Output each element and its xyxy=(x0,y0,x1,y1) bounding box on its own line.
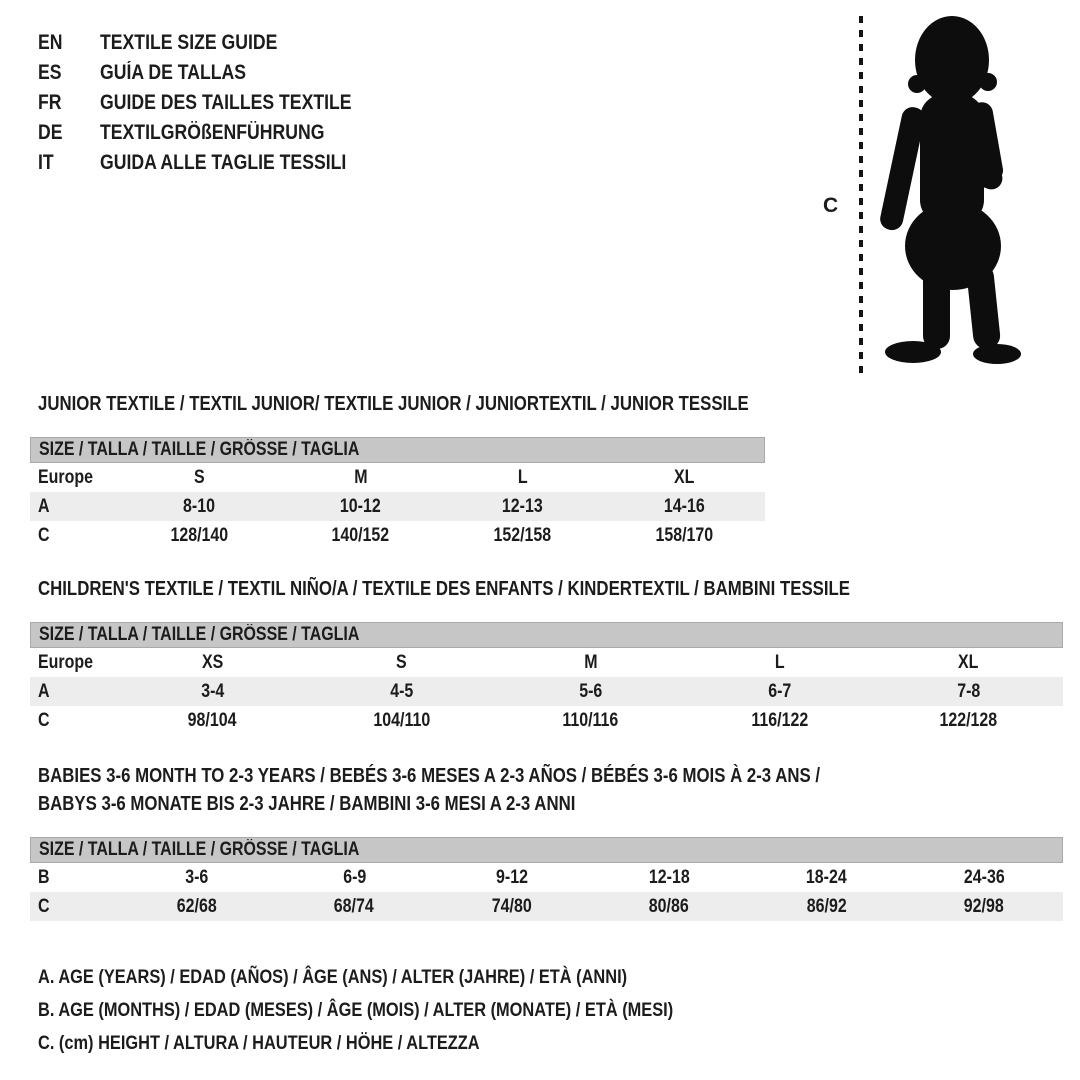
size-cell-text: 8-10 xyxy=(182,495,215,517)
row-label-text: C xyxy=(38,524,50,546)
size-cell-text: 98/104 xyxy=(188,709,237,731)
table-row xyxy=(30,463,765,492)
section-title-text: JUNIOR TEXTILE / TEXTIL JUNIOR/ TEXTILE JUNIOR / JUNIORTEXTIL / JUNIOR TESSILE xyxy=(38,393,749,415)
size-cell-text: 62/68 xyxy=(176,895,217,917)
language-list xyxy=(38,28,399,178)
size-cell-text: 14-16 xyxy=(663,495,705,517)
size-cell-text: S xyxy=(396,651,407,673)
size-cell xyxy=(118,652,307,674)
row-label xyxy=(30,467,118,489)
size-cell-text: 18-24 xyxy=(806,866,848,888)
language-code xyxy=(38,121,100,145)
size-table xyxy=(30,837,1063,921)
language-title-text: TEXTILE SIZE GUIDE xyxy=(100,31,278,54)
row-label-text: Europe xyxy=(38,466,93,488)
size-cell-text: 104/110 xyxy=(373,709,430,731)
language-code-text: IT xyxy=(38,151,54,174)
size-cell xyxy=(906,867,1064,889)
size-cell-text: 92/98 xyxy=(964,895,1005,917)
size-cell-text: 12-13 xyxy=(501,495,543,517)
section-childrens-textile xyxy=(30,575,1063,735)
language-title-text: TEXTILGRÖßENFÜHRUNG xyxy=(100,121,325,144)
language-code xyxy=(38,61,100,85)
size-cell-text: 116/122 xyxy=(751,709,808,731)
size-cell-text: 122/128 xyxy=(939,709,998,731)
language-row xyxy=(38,28,399,58)
size-cell-text: XS xyxy=(201,651,224,673)
row-label-text: Europe xyxy=(38,651,93,673)
row-label xyxy=(30,652,118,674)
size-cell-text: 128/140 xyxy=(170,524,228,546)
section-title-line xyxy=(38,790,1063,818)
measurement-legend xyxy=(38,961,794,1060)
table-row xyxy=(30,863,1063,892)
language-code xyxy=(38,151,100,175)
size-cell-text: M xyxy=(353,466,368,488)
table-row xyxy=(30,521,765,550)
section-title-text: BABIES 3-6 MONTH TO 2-3 YEARS / BEBÉS 3-6 MESES A 2-3 AÑOS / BÉBÉS 3-6 MOIS À 2-3 ANS / xyxy=(38,765,821,787)
language-code-text: DE xyxy=(38,121,63,144)
language-code xyxy=(38,31,100,55)
size-cell xyxy=(118,681,307,703)
size-cell-text: 6-7 xyxy=(767,680,792,702)
row-label-text: B xyxy=(38,866,50,888)
legend-line xyxy=(38,1027,794,1060)
size-cell xyxy=(591,867,749,889)
language-title xyxy=(100,151,393,175)
table-size-header xyxy=(30,837,1063,863)
language-title xyxy=(100,91,399,115)
section-title-line xyxy=(38,390,765,418)
size-cell-text: L xyxy=(774,651,785,673)
size-cell-text: 5-6 xyxy=(578,680,603,702)
size-cell-text: 110/116 xyxy=(562,709,619,731)
row-label-text: C xyxy=(38,895,50,917)
size-cell xyxy=(118,710,307,732)
row-label-text: A xyxy=(38,495,50,517)
size-cell xyxy=(307,652,496,674)
legend-line-text: C. (cm) HEIGHT / ALTURA / HAUTEUR / HÖHE / ALTEZZA xyxy=(38,1032,480,1054)
size-cell-text: 68/74 xyxy=(334,895,375,917)
size-cell-text: 152/158 xyxy=(493,524,552,546)
size-cell-text: 3-6 xyxy=(185,866,209,888)
size-table xyxy=(30,622,1063,735)
table-size-header xyxy=(30,437,765,463)
size-cell xyxy=(118,525,280,547)
size-cell-text: S xyxy=(193,466,205,488)
section-title-text: BABYS 3-6 MONATE BIS 2-3 JAHRE / BAMBINI 3-6 MESI A 2-3 ANNI xyxy=(38,793,576,815)
size-cell xyxy=(276,896,434,918)
language-row xyxy=(38,148,399,178)
row-label xyxy=(30,525,118,547)
language-row xyxy=(38,58,399,88)
table-row xyxy=(30,677,1063,706)
legend-line-text: A. AGE (YEARS) / EDAD (AÑOS) / ÂGE (ANS) / ALTER (JAHRE) / ETÀ (ANNI) xyxy=(38,966,628,988)
size-cell xyxy=(685,652,874,674)
size-cell-text: 140/152 xyxy=(331,524,390,546)
language-title xyxy=(100,61,274,85)
language-title xyxy=(100,121,367,145)
section-title-line xyxy=(38,575,1063,603)
size-cell xyxy=(442,525,604,547)
size-cell-text: 10-12 xyxy=(340,495,382,517)
size-cell xyxy=(874,681,1063,703)
section-title xyxy=(38,762,1063,818)
table-row xyxy=(30,648,1063,677)
row-label xyxy=(30,896,118,918)
figure-block xyxy=(815,12,1070,384)
size-cell xyxy=(874,710,1063,732)
size-cell-text: XL xyxy=(958,651,979,673)
table-size-header-text: SIZE / TALLA / TAILLE / GRÖSSE / TAGLIA xyxy=(39,839,360,860)
size-cell xyxy=(276,867,434,889)
size-cell xyxy=(442,496,604,518)
size-cell-text: 3-4 xyxy=(200,680,225,702)
size-cell xyxy=(685,681,874,703)
language-code-text: EN xyxy=(38,31,63,54)
section-babies-textile xyxy=(30,762,1063,921)
size-cell-text: 7-8 xyxy=(956,680,981,702)
size-cell xyxy=(280,467,442,489)
size-cell xyxy=(603,525,765,547)
size-cell-text: 12-18 xyxy=(648,866,690,888)
baby-silhouette xyxy=(815,12,1070,384)
size-cell xyxy=(442,467,604,489)
size-cell-text: 86/92 xyxy=(806,895,847,917)
size-cell xyxy=(874,652,1063,674)
language-title-text: GUÍA DE TALLAS xyxy=(100,61,247,84)
legend-line xyxy=(38,994,794,1027)
size-cell xyxy=(496,710,685,732)
size-cell xyxy=(603,496,765,518)
size-cell-text: 24-36 xyxy=(963,866,1005,888)
table-size-header-text: SIZE / TALLA / TAILLE / GRÖSSE / TAGLIA xyxy=(39,624,360,645)
size-cell xyxy=(685,710,874,732)
size-cell xyxy=(280,525,442,547)
size-cell xyxy=(748,867,906,889)
table-row xyxy=(30,492,765,521)
size-cell-text: 6-9 xyxy=(342,866,366,888)
row-label-text: A xyxy=(38,680,50,702)
language-title-text: GUIDA ALLE TAGLIE TESSILI xyxy=(100,151,347,174)
size-cell xyxy=(118,896,276,918)
size-cell xyxy=(603,467,765,489)
section-title xyxy=(38,390,765,418)
toddler-shape xyxy=(878,16,1021,364)
size-cell xyxy=(906,896,1064,918)
size-table xyxy=(30,437,765,550)
size-cell xyxy=(118,467,280,489)
row-label xyxy=(30,681,118,703)
table-row xyxy=(30,706,1063,735)
language-row xyxy=(38,88,399,118)
language-title-text: GUIDE DES TAILLES TEXTILE xyxy=(100,91,352,114)
table-row xyxy=(30,892,1063,921)
size-cell xyxy=(433,896,591,918)
legend-line xyxy=(38,961,794,994)
size-cell-text: XL xyxy=(673,466,695,488)
height-label-c: C xyxy=(823,194,839,217)
size-cell xyxy=(748,896,906,918)
size-cell xyxy=(433,867,591,889)
size-cell xyxy=(118,867,276,889)
size-cell-text: 74/80 xyxy=(491,895,532,917)
language-title xyxy=(100,31,311,55)
row-label xyxy=(30,710,118,732)
size-cell-text: 158/170 xyxy=(655,524,713,546)
language-row xyxy=(38,118,399,148)
size-cell xyxy=(307,710,496,732)
size-cell xyxy=(591,896,749,918)
size-cell-text: L xyxy=(517,466,528,488)
row-label-text: C xyxy=(38,709,50,731)
section-title-line xyxy=(38,762,1063,790)
size-cell xyxy=(307,681,496,703)
section-junior-textile xyxy=(30,390,765,550)
size-cell-text: M xyxy=(583,651,598,673)
language-code-text: FR xyxy=(38,91,62,114)
legend-line-text: B. AGE (MONTHS) / EDAD (MESES) / ÂGE (MOIS) / ALTER (MONATE) / ETÀ (MESI) xyxy=(38,999,674,1021)
size-cell xyxy=(118,496,280,518)
section-title-text: CHILDREN'S TEXTILE / TEXTIL NIÑO/A / TEXTILE DES ENFANTS / KINDERTEXTIL / BAMBINI TESSILE xyxy=(38,578,851,600)
row-label xyxy=(30,867,118,889)
size-cell-text: 4-5 xyxy=(389,680,414,702)
size-cell xyxy=(496,681,685,703)
table-size-header xyxy=(30,622,1063,648)
size-cell xyxy=(280,496,442,518)
language-code xyxy=(38,91,100,115)
language-code-text: ES xyxy=(38,61,62,84)
row-label xyxy=(30,496,118,518)
size-cell-text: 80/86 xyxy=(649,895,690,917)
table-size-header-text: SIZE / TALLA / TAILLE / GRÖSSE / TAGLIA xyxy=(39,439,360,460)
section-title xyxy=(38,575,1063,603)
size-cell xyxy=(496,652,685,674)
size-cell-text: 9-12 xyxy=(495,866,528,888)
